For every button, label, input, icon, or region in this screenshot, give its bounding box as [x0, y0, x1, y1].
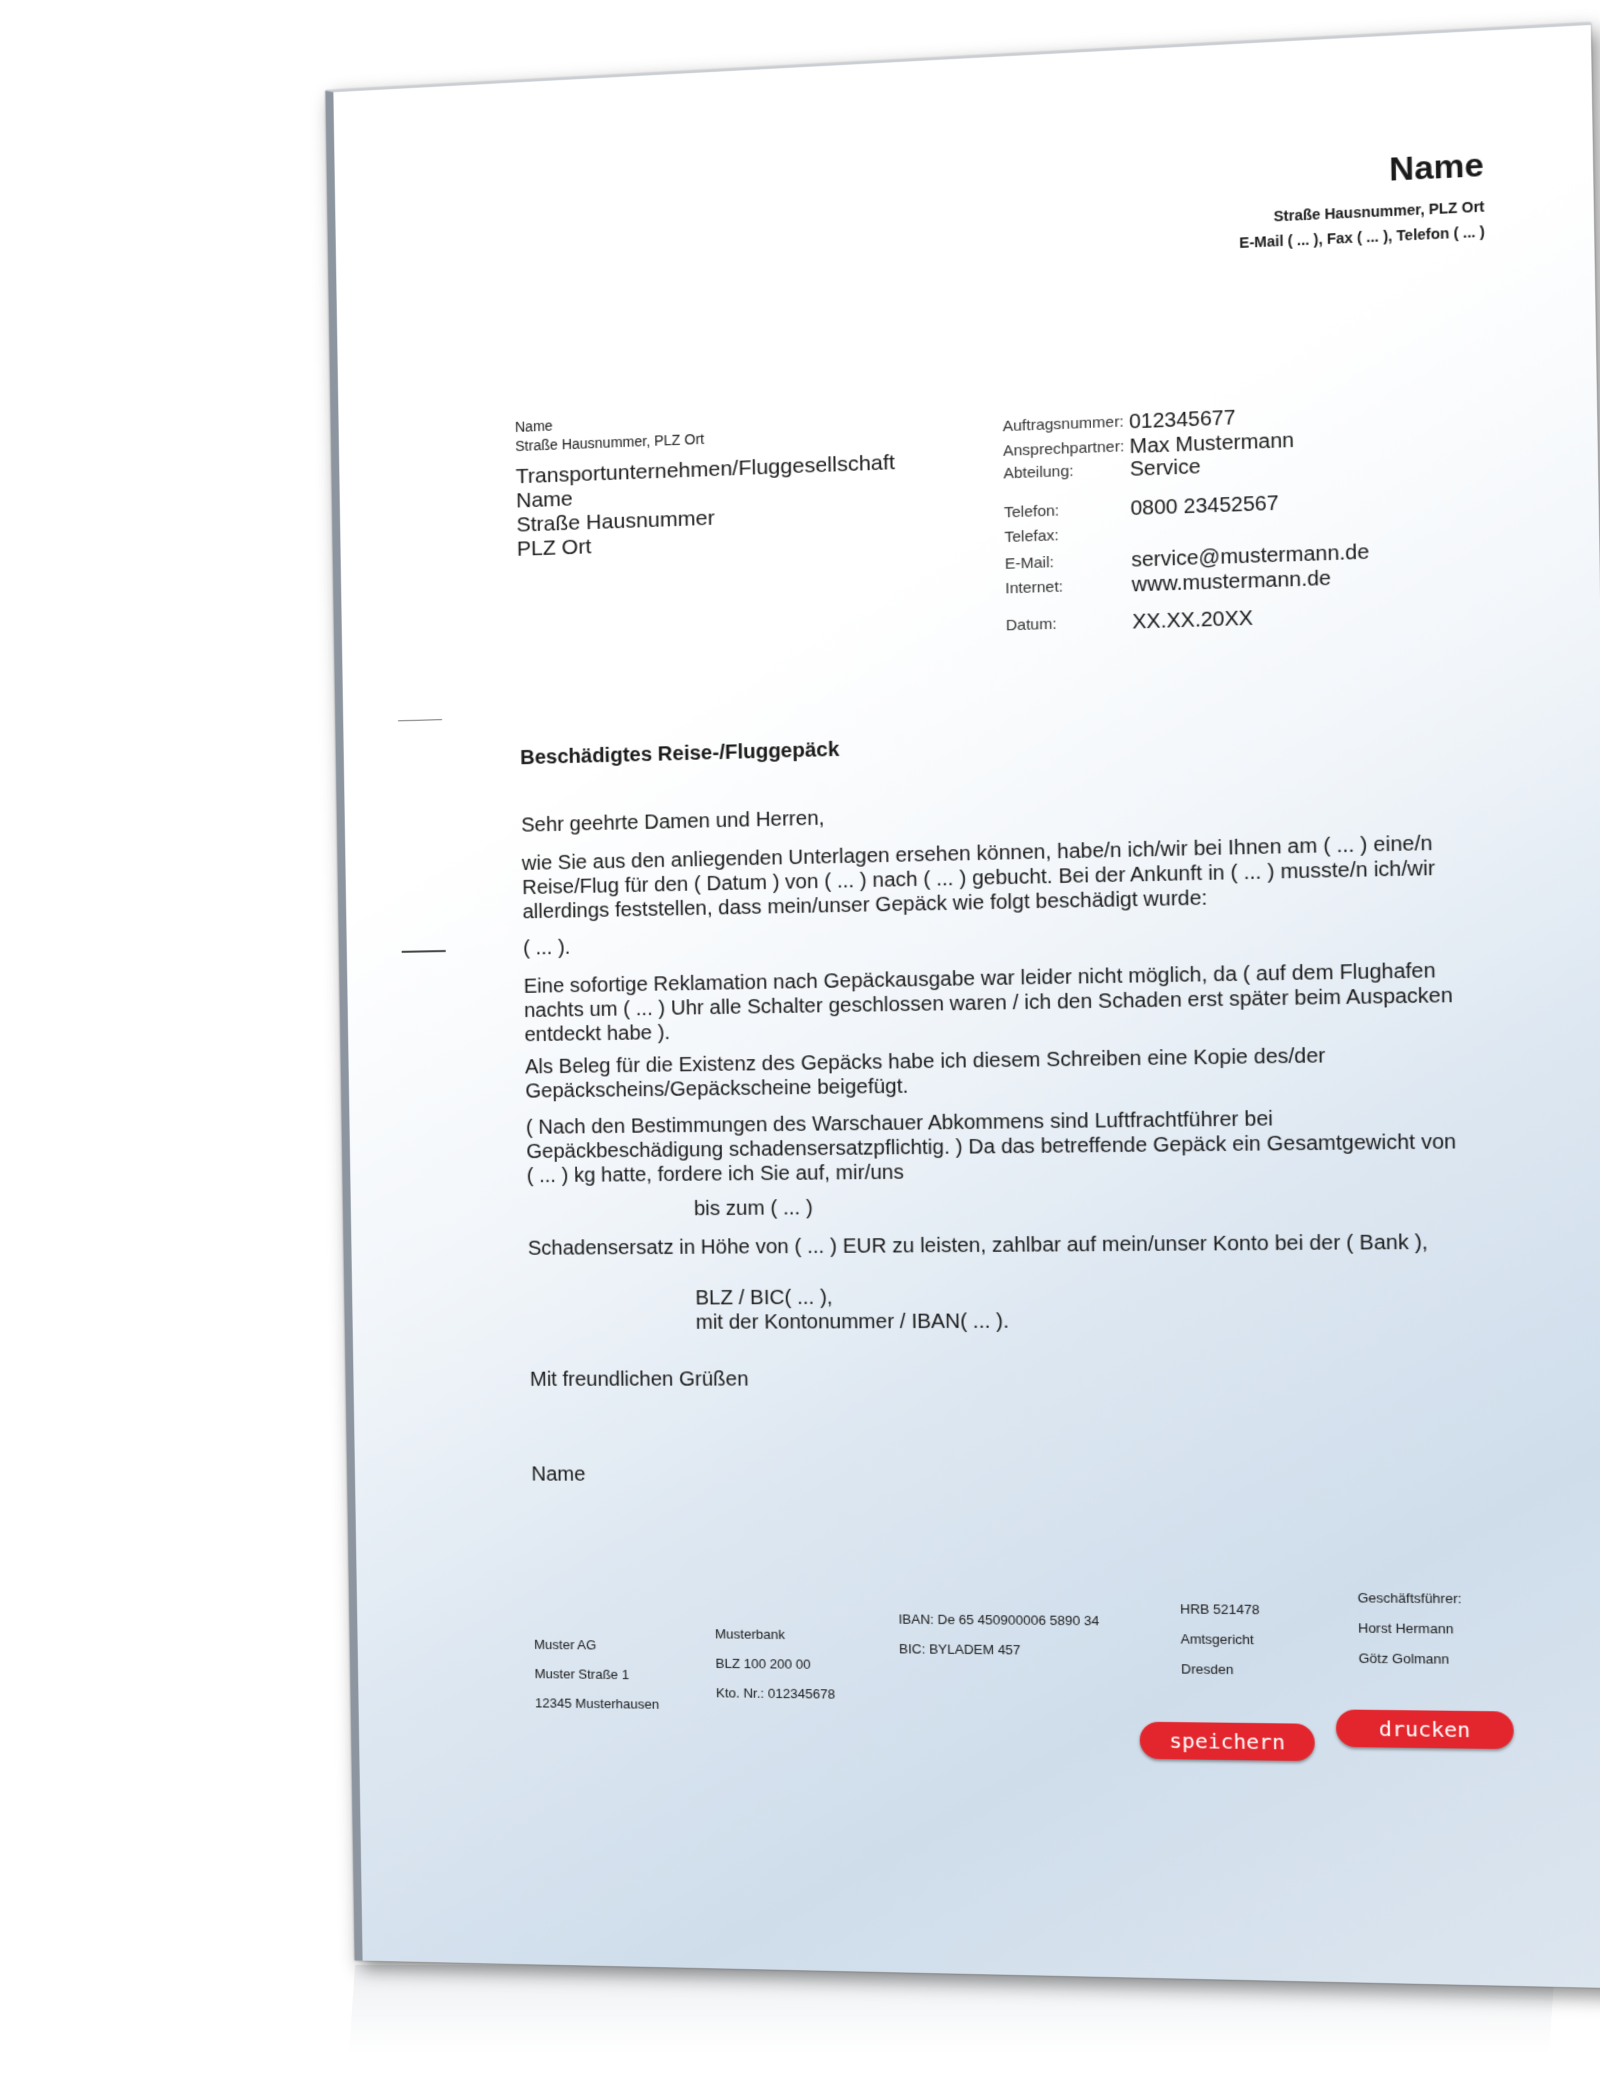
department-value: Service — [1129, 455, 1201, 482]
phone-value: 0800 23452567 — [1130, 492, 1279, 521]
contact-person-value: Max Mustermann — [1129, 429, 1295, 459]
footer-line: Horst Hermann — [1357, 1620, 1454, 1637]
return-address-street: Straße Hausnummer, PLZ Ort — [515, 430, 705, 455]
letter-subject: Beschädigtes Reise-/Fluggepäck — [520, 738, 840, 770]
sender-address: Straße Hausnummer, PLZ Ort — [1273, 198, 1485, 225]
sender-name: Name — [1388, 145, 1485, 188]
department-label: Abteilung: — [1003, 462, 1074, 483]
recipient-line: Transportunternehmen/Fluggesellschaft — [515, 450, 896, 489]
contact-person-label: Ansprechpartner: — [1002, 437, 1125, 460]
letter-bank-line: BLZ / BIC( ... ), — [695, 1286, 833, 1310]
date-value: XX.XX.20XX — [1132, 607, 1254, 634]
recipient-address — [516, 451, 897, 562]
recipient-line: Name — [515, 487, 573, 513]
save-button[interactable]: speichern — [1139, 1722, 1315, 1762]
footer-line: Muster AG — [534, 1636, 597, 1653]
letter-page — [325, 23, 1600, 1989]
letter-salutation: Sehr geehrte Damen und Herren, — [521, 807, 825, 837]
footer-line: Muster Straße 1 — [534, 1666, 630, 1683]
footer-register — [1180, 1594, 1261, 1685]
letter-paragraph: ( ... ). — [523, 936, 571, 960]
fax-label: Telefax: — [1004, 526, 1059, 547]
footer-line: IBAN: De 65 450900006 5890 34 — [898, 1611, 1100, 1629]
print-button[interactable]: drucken — [1336, 1709, 1514, 1749]
fold-mark — [398, 719, 442, 721]
footer-line: 12345 Musterhausen — [534, 1695, 660, 1712]
recipient-line: Straße Hausnummer — [516, 506, 715, 537]
document-mockup — [325, 23, 1600, 1989]
order-number-label: Auftragsnummer: — [1002, 413, 1124, 436]
footer-bank — [715, 1619, 835, 1709]
letter-paragraph: Als Beleg für die Existenz des Gepäcks habe ich diesem Schreiben eine Kopie des/der Gepäckscheins/Gepäckscheine beigefügt. — [524, 1044, 1326, 1103]
footer-line: HRB 521478 — [1179, 1601, 1260, 1618]
letter-paragraph: ( Nach den Bestimmungen des Warschauer Abkommens sind Luftfrachtführer bei Gepäckbeschädigung schadensersatzpflichtig. ) Da das betreffende Gepäck ein Gesamtgewicht von ( ... ) kg hatte, fordere ich Sie auf, mir/uns — [525, 1107, 1457, 1188]
internet-label: Internet: — [1005, 578, 1064, 598]
footer-line: Geschäftsführer: — [1357, 1589, 1462, 1607]
recipient-line: PLZ Ort — [516, 535, 592, 561]
letter-paragraph: Eine sofortige Reklamation nach Gepäckausgabe war leider nicht möglich, da ( auf dem Flughafen nachts um ( ... ) Uhr alle Schalter geschlossen waren / ich den Schaden erst später beim Auspacken entdeckt habe ). — [523, 959, 1454, 1047]
letter-closing: Mit freundlichen Grüßen — [529, 1368, 749, 1391]
footer-line: BLZ 100 200 00 — [715, 1655, 811, 1672]
footer-line: Musterbank — [714, 1626, 785, 1643]
footer-iban — [898, 1604, 1100, 1665]
email-value: service@mustermann.de — [1131, 541, 1370, 572]
footer-line: Götz Golmann — [1358, 1650, 1450, 1667]
letter-bank-line: mit der Kontonummer / IBAN( ... ). — [695, 1310, 1010, 1334]
date-label: Datum: — [1005, 615, 1057, 635]
footer-line: BIC: BYLADEM 457 — [898, 1641, 1021, 1658]
email-label: E-Mail: — [1004, 553, 1055, 573]
letter-deadline: bis zum ( ... ) — [693, 1196, 813, 1221]
return-address-name: Name — [514, 417, 553, 436]
footer-line: Kto. Nr.: 012345678 — [715, 1685, 836, 1702]
letter-paragraph: Schadensersatz in Höhe von ( ... ) EUR zu leisten, zahlbar auf mein/unser Konto bei der ( Bank ), — [527, 1231, 1429, 1260]
footer-line: Dresden — [1180, 1661, 1234, 1678]
phone-label: Telefon: — [1003, 502, 1060, 522]
footer-line: Amtsgericht — [1180, 1631, 1254, 1648]
letter-signature: Name — [531, 1463, 586, 1486]
footer-management — [1357, 1583, 1462, 1675]
footer-company — [534, 1630, 659, 1719]
sender-contact: E-Mail ( ... ), Fax ( ... ), Telefon ( ... ) — [1239, 223, 1485, 252]
order-number-value: 012345677 — [1128, 406, 1236, 434]
letter-paragraph: wie Sie aus den anliegenden Unterlagen ersehen können, habe/n ich/wir bei Ihnen am ( ... ) eine/n Reise/Flug für den ( Datum ) von ( ... ) nach ( ... ) gebucht. Bei der Ankunft in ( ... ) musste/n ich/wir allerdings feststellen, dass mein/unser Gepäck wie folgt beschädigt wurde: — [521, 832, 1436, 924]
fold-mark — [402, 950, 446, 953]
internet-value: www.mustermann.de — [1131, 567, 1332, 597]
